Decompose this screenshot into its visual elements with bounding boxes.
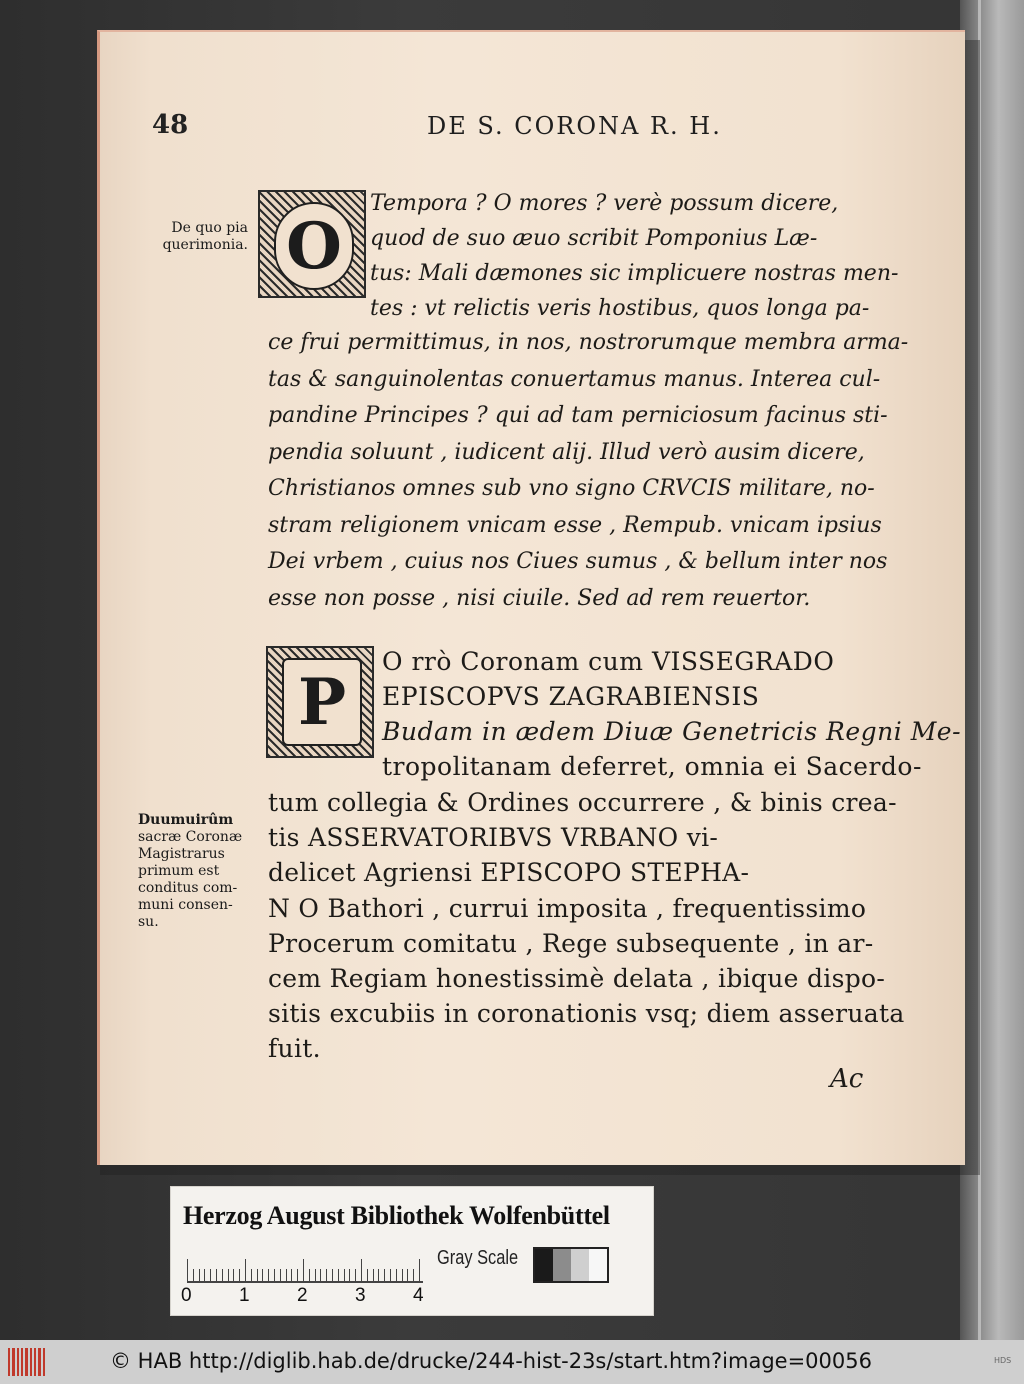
ruler-tick: [262, 1269, 263, 1281]
text-line: tropolitanam deferret, omnia ei Sacerdo-: [382, 752, 922, 781]
margin-note-line: primum est: [138, 863, 220, 879]
ruler-tick: [344, 1269, 345, 1281]
text-line: ce frui permittimus, in nos, nostrorumque membra arma-: [268, 330, 909, 355]
text-line: tus: Mali dæmones sic implicuere nostras men-: [370, 261, 899, 286]
ruler-tick: [239, 1269, 240, 1281]
ruler-tick: [332, 1269, 333, 1281]
text-line: EPISCOPVS ZAGRABIENSIS: [382, 682, 760, 711]
footer-mark: HDS: [994, 1356, 1012, 1365]
ruler-tick: [193, 1269, 194, 1281]
decorated-initial-p: [266, 646, 374, 758]
ruler-tick: [413, 1269, 414, 1281]
text-line: fuit.: [268, 1034, 321, 1064]
ruler-tick: [199, 1269, 200, 1281]
ruler-tick: [326, 1269, 327, 1281]
gray-scale-label: Gray Scale: [437, 1247, 519, 1269]
ruler-tick: [419, 1259, 420, 1281]
text-line: O rrò Coronam cum VISSEGRADO: [382, 647, 835, 676]
page-number: 48: [152, 110, 189, 140]
library-name: Herzog August Bibliothek Wolfenbüttel: [183, 1201, 610, 1230]
ruler-tick: [315, 1269, 316, 1281]
ruler-tick: [396, 1269, 397, 1281]
text-line: Budam in ædem Diuæ Genetricis Regni Me-: [382, 717, 962, 746]
ruler-tick: [187, 1259, 188, 1281]
ruler-number: 2: [297, 1285, 308, 1306]
ruler-tick: [280, 1269, 281, 1281]
ruler-number: 3: [355, 1285, 366, 1306]
ruler-tick: [407, 1269, 408, 1281]
gray-swatch: [589, 1249, 607, 1281]
margin-note-2: [138, 812, 258, 931]
initial-letter: P: [282, 658, 362, 746]
gray-swatch: [571, 1249, 589, 1281]
ruler-tick: [291, 1269, 292, 1281]
margin-note-line: querimonia.: [162, 237, 248, 253]
text-line: pendia soluunt , iudicent alij. Illud verò ausim dicere,: [268, 439, 865, 465]
footer-bar: [0, 1340, 1024, 1384]
ruler-tick: [378, 1269, 379, 1281]
margin-note-line: muni consen-: [138, 897, 233, 913]
running-title: DE S. CORONA R. H.: [427, 112, 722, 140]
ruler-tick: [245, 1259, 246, 1281]
ruler-tick: [268, 1269, 269, 1281]
ruler-number: 1: [239, 1285, 250, 1306]
ruler-tick: [303, 1259, 304, 1281]
ruler-tick: [361, 1259, 362, 1281]
ruler-tick: [228, 1269, 229, 1281]
ruler-tick: [349, 1269, 350, 1281]
gray-scale-swatches: [533, 1247, 609, 1283]
text-line: Dei vrbem , cuius nos Ciues sumus , & bellum inter nos: [268, 549, 888, 574]
ruler-tick: [373, 1269, 374, 1281]
ruler-tick: [297, 1269, 298, 1281]
paragraph-1-opening: [370, 186, 898, 326]
paragraph-2-opening: [382, 644, 961, 784]
ruler-tick: [210, 1269, 211, 1281]
text-line: tis ASSERVATORIBVS VRBANO vi-: [268, 823, 719, 853]
text-line: Tempora ? O mores ? verè possum dicere,: [370, 191, 839, 216]
text-line: stram religionem vnicam esse , Rempub. vnicam ipsius: [268, 512, 882, 538]
hab-logo-icon: [8, 1348, 46, 1376]
ruler-tick: [286, 1269, 287, 1281]
paragraph-2-body: [268, 785, 905, 1067]
library-color-card: [170, 1186, 654, 1316]
ruler-tick: [367, 1269, 368, 1281]
text-line: tes : vt relictis veris hostibus, quos longa pa-: [370, 296, 870, 321]
ruler-numbers: [181, 1285, 441, 1311]
gray-swatch: [535, 1249, 553, 1281]
ruler-tick: [233, 1269, 234, 1281]
ruler-tick: [216, 1269, 217, 1281]
margin-note-line: De quo pia: [171, 220, 248, 236]
decorated-initial-o: [258, 190, 366, 298]
gray-swatch: [553, 1249, 571, 1281]
text-line: delicet Agriensi EPISCOPO STEPHA-: [268, 858, 750, 888]
margin-note-line: Magistrarus: [138, 846, 225, 862]
ruler-tick: [402, 1269, 403, 1281]
ruler-number: 4: [413, 1285, 424, 1306]
text-line: tum collegia & Ordines occurrere , & binis crea-: [268, 788, 897, 817]
ruler-number: 0: [181, 1285, 192, 1306]
ruler-tick: [204, 1269, 205, 1281]
margin-note-line: Duumuirûm: [138, 812, 234, 828]
text-line: tas & sanguinolentas conuertamus manus. Interea cul-: [268, 366, 881, 392]
margin-note-1: [136, 220, 248, 254]
ruler-tick: [251, 1269, 252, 1281]
ruler-tick: [390, 1269, 391, 1281]
text-line: sitis excubiis in coronationis vsq; diem asseruata: [268, 999, 905, 1029]
text-line: Christianos omnes sub vno signo CRVCIS militare, no-: [268, 476, 875, 501]
paragraph-1-body: [268, 325, 908, 617]
initial-letter: O: [274, 202, 354, 290]
text-line: pandine Principes ? qui ad tam perniciosum facinus sti-: [268, 403, 888, 428]
copyright-url: © HAB http://diglib.hab.de/drucke/244-hist-23s/start.htm?image=00056: [110, 1349, 872, 1373]
text-line: cem Regiam honestissimè delata , ibique dispo-: [268, 964, 886, 994]
page-header: [152, 110, 872, 150]
ruler-tick: [338, 1269, 339, 1281]
text-line: N O Bathori , currui imposita , frequentissimo: [268, 893, 867, 923]
scale-ruler: [187, 1249, 423, 1283]
ruler-tick: [274, 1269, 275, 1281]
ruler-baseline: [187, 1281, 423, 1283]
ruler-tick: [384, 1269, 385, 1281]
margin-note-line: su.: [138, 914, 159, 930]
catchword: Ac: [830, 1064, 864, 1094]
margin-note-line: conditus com-: [138, 880, 238, 896]
ruler-tick: [257, 1269, 258, 1281]
text-line: esse non posse , nisi ciuile. Sed ad rem reuertor.: [268, 585, 811, 611]
text-line: quod de suo æuo scribit Pomponius Læ-: [370, 226, 818, 251]
ruler-tick: [222, 1269, 223, 1281]
text-line: Procerum comitatu , Rege subsequente , in ar-: [268, 928, 874, 958]
ruler-tick: [355, 1269, 356, 1281]
margin-note-line: sacræ Coronæ: [138, 829, 243, 845]
ruler-tick: [320, 1269, 321, 1281]
ruler-tick: [309, 1269, 310, 1281]
